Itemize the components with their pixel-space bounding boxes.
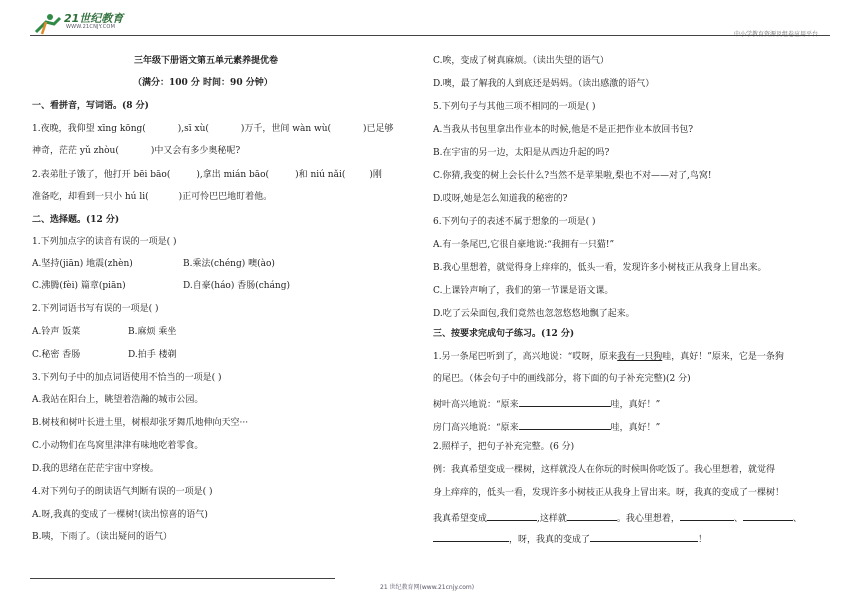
s1-q1-line1: 1.夜晚，我仰望 xīng kōng( ),sī xù( )万千，世间 wàn wù( )已足够 xyxy=(32,124,394,134)
q4-option-a: A.呀,我真的变成了一棵树!(读出惊喜的语气) xyxy=(32,510,208,520)
q1-option-d: D.自豪(háo) 香肠(cháng) xyxy=(183,281,291,291)
q5-option-b: B.在宇宙的另一边，太阳是从西边升起的吗? xyxy=(433,148,610,158)
p1-blank-1: 树叶高兴地说：“原来 哇，真好！” xyxy=(433,397,660,411)
answer-blank[interactable] xyxy=(680,511,734,521)
q2-option-b: B.麻烦 乘坐 xyxy=(128,327,177,337)
section-2-heading: 二、选择题。(12 分) xyxy=(32,215,120,225)
q4-option-b: B.咦，下雨了。（读出疑问的语气） xyxy=(32,532,172,542)
s1-q2-line1: 2.表弟肚子饿了，他打开 bēi bāo( ),拿出 mián bāo( )和 niú nǎi( )刚 xyxy=(32,170,382,180)
page-title: 三年级下册语文第五单元素养提优卷 xyxy=(134,56,279,66)
header-divider xyxy=(30,35,830,36)
p2-example-1: 例：我真希望变成一棵树，这样就没人在你玩的时候叫你吃饭了。我心里想着，就觉得 xyxy=(433,465,776,475)
logo-subtext: WWW.21CNJY.COM xyxy=(66,24,116,30)
q2-option-a: A.铃声 饭菜 xyxy=(32,327,81,337)
q6-option-d: D.吃了云朵面包,我们竟然也忽忽悠悠地飘了起来。 xyxy=(433,309,635,319)
answer-blank[interactable] xyxy=(433,532,509,542)
q5-option-a: A.当我从书包里拿出作业本的时候,他是不是正把作业本放回书包? xyxy=(433,125,694,135)
p2-example-2: 身上痒痒的，低头一看，发现许多小树枝正从我身上冒出来。呀，我真的变成了一棵树！ xyxy=(433,488,785,498)
p1-blank-2: 房门高兴地说：“原来 哇，真好！” xyxy=(433,420,660,434)
page-subtitle: （满分：100 分 时间：90 分钟） xyxy=(133,78,273,88)
answer-blank[interactable] xyxy=(590,532,698,542)
q1-stem: 1.下列加点字的读音有误的一项是( ) xyxy=(32,237,177,247)
q2-option-c: C.秘密 香肠 xyxy=(32,350,81,360)
runner-logo-icon xyxy=(28,12,68,36)
p1-line2: 的尾巴。（体会句子中的画线部分，将下面的句子补充完整)(2 分) xyxy=(433,374,691,384)
footer-divider xyxy=(30,578,335,579)
q1-option-a: A.坚持(jiān) 地震(zhèn) xyxy=(32,259,133,269)
p2-fill-line2: ，呀，我真的变成了 ！ xyxy=(433,532,707,546)
q6-option-b: B.我心里想着，就觉得身上痒痒的，低头一看，发现许多小树枝正从我身上冒出来。 xyxy=(433,263,767,273)
q3-stem: 3.下列句子中的加点词语使用不恰当的一项是( ) xyxy=(32,373,222,383)
p2-fill-line1: 我真希望变成 ,这样就 。我心里想着， 、 、 xyxy=(433,511,802,525)
q5-option-c: C.你猜,我变的树上会长什么?当然不是苹果啦,梨也不对——对了,鸟窝! xyxy=(433,171,712,181)
answer-blank[interactable] xyxy=(743,511,793,521)
logo-text: 21世纪教育 xyxy=(64,12,124,25)
q4-option-d: D.噢，最了解我的人到底还是妈妈。（读出感激的语气） xyxy=(433,79,655,89)
footer-text: 21 世纪教育网(www.21cnjy.com) xyxy=(380,584,475,591)
q1-option-b: B.乘法(chéng) 噢(ào) xyxy=(183,259,275,269)
p2-stem: 2.照样子，把句子补充完整。(6 分) xyxy=(433,442,575,452)
q5-stem: 5.下列句子与其他三项不相同的一项是( ) xyxy=(433,102,596,112)
answer-blank[interactable] xyxy=(519,397,611,407)
s1-q1-line2: 神奇，茫茫 yǔ zhòu( )中又会有多少奥秘呢? xyxy=(32,146,241,156)
answer-blank[interactable] xyxy=(567,511,617,521)
q3-option-a: A.我站在阳台上，眺望着浩瀚的城市公园。 xyxy=(32,395,204,405)
platform-label xyxy=(734,29,818,38)
section-3-heading: 三、按要求完成句子练习。(12 分) xyxy=(433,329,575,339)
q6-option-c: C.上课铃声响了，我们的第一节课是语文课。 xyxy=(433,286,614,296)
q1-option-c: C.沸腾(fèi) 篇章(piān) xyxy=(32,281,126,291)
q2-option-d: D.拍手 楼剃 xyxy=(128,350,177,360)
q6-stem: 6.下列句子的表述不属于想象的一项是( ) xyxy=(433,217,596,227)
q5-option-d: D.哎呀,她是怎么知道我的秘密的? xyxy=(433,194,568,204)
answer-blank[interactable] xyxy=(487,511,537,521)
q3-option-c: C.小动物们在鸟窝里津津有味地吃着零食。 xyxy=(32,441,204,451)
answer-blank[interactable] xyxy=(519,420,611,430)
p1-underlined-phrase: 我有一只狗 xyxy=(617,352,663,362)
q4-stem: 4.对下列句子的朗读语气判断有误的一项是( ) xyxy=(32,487,213,497)
section-1-heading: 一、看拼音，写词语。(8 分) xyxy=(32,101,149,111)
q6-option-a: A.有一条尾巴,它很自豪地说:“我拥有一只猫!” xyxy=(433,240,615,250)
q3-option-b: B.树枝和树叶长进土里，树根却张牙舞爪地伸向天空··· xyxy=(32,418,249,428)
q4-option-c: C.唉，变成了树真麻烦。（读出失望的语气） xyxy=(433,56,609,66)
s1-q2-line2: 准备吃，却看到一只小 hú li( )正可怜巴巴地盯着他。 xyxy=(32,192,273,202)
q3-option-d: D.我的思绪在茫茫宇宙中穿梭。 xyxy=(32,464,159,474)
p1-line1: 1.另一条尾巴听到了，高兴地说：“哎呀，原来我有一只狗哇，真好！”原来，它是一条狗 xyxy=(433,352,784,362)
q2-stem: 2.下列词语书写有误的一项是( ) xyxy=(32,304,159,314)
